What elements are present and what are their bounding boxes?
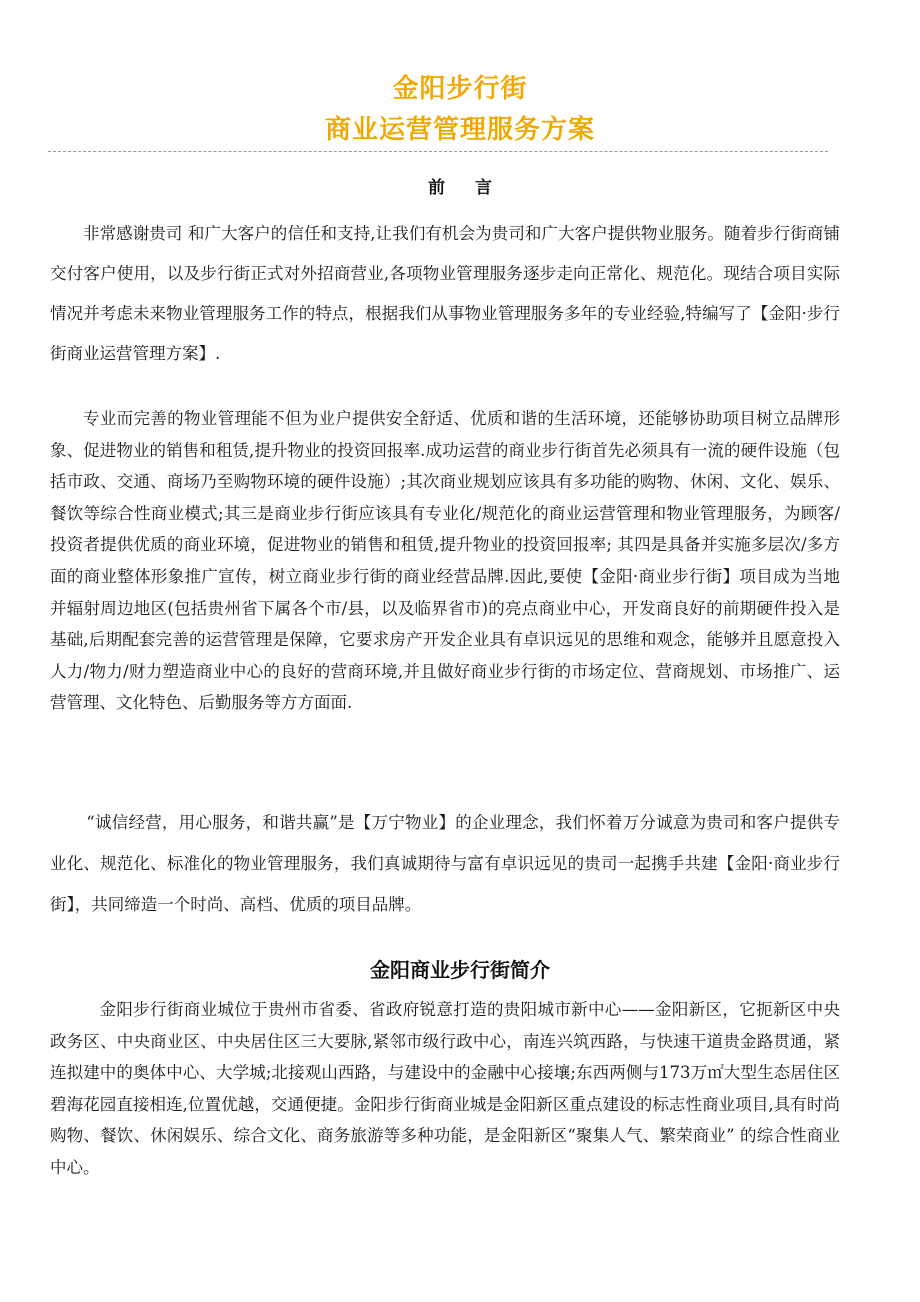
intro-paragraph: 金阳步行街商业城位于贵州市省委、省政府锐意打造的贵阳城市新中心——金阳新区，它扼新区中央政务区、中央商业区、中央居住区三大要脉,紧邻市级行政中心，南连兴筑西路，与快速干道贵金路贯通，紧连拟建中的奥体中心、大学城;北接观山西路，与建设中的金融中心接壤;东西两侧与173万㎡大型生态居住区碧海花园直接相连,位置优越，交通便捷。金阳步行街商业城是金阳新区重点建设的标志性商业项目,具有时尚购物、餐饮、休闲娱乐、综合文化、商务旅游等多种功能，是金阳新区“聚集人气、繁荣商业” 的综合性商业中心。	[50, 1000, 840, 1177]
intro-heading: 金阳商业步行街简介	[370, 958, 550, 982]
title-divider	[48, 151, 828, 152]
document-title-line2: 商业运营管理服务方案	[324, 115, 595, 145]
preface-heading: 前 言	[428, 178, 504, 198]
preface-paragraph-1: 非常感谢贵司 和广大客户的信任和支持,让我们有机会为贵司和广大客户提供物业服务。随着步行街商铺交付客户使用，以及步行街正式对外招商营业,各项物业管理服务逐步走向正常化、规范化。现结合项目实际情况并考虑未来物业管理服务工作的特点，根据我们从事物业管理服务多年的专业经验,特编写了【金阳·步行街商业运营管理方案】.	[50, 224, 840, 363]
document-title-line1: 金阳步行街	[392, 74, 528, 104]
preface-paragraph-2: 专业而完善的物业管理能不但为业户提供安全舒适、优质和谐的生活环境，还能够协助项目树立品牌形象、促进物业的销售和租赁,提升物业的投资回报率.成功运营的商业步行街首先必须具有一流的硬件设施（包括市政、交通、商场乃至购物环境的硬件设施）;其次商业规划应该具有多功能的购物、休闲、文化、娱乐、餐饮等综合性商业模式;其三是商业步行街应该具有专业化/规范化的商业运营管理和物业管理服务，为顾客/投资者提供优质的商业环境，促进物业的销售和租赁,提升物业的投资回报率; 其四是具备并实施多层次/多方面的商业整体形象推广宣传，树立商业步行街的商业经营品牌.因此,要使【金阳·商业步行街】项目成为当地并辐射周边地区(包括贵州省下属各个市/县，以及临界省市)的亮点商业中心，开发商良好的前期硬件投入是基础,后期配套完善的运营管理是保障，它要求房产开发企业具有卓识远见的思维和观念，能够并且愿意投入人力/物力/财力塑造商业中心的良好的营商环境,并且做好商业步行街的市场定位、营商规划、市场推广、运营管理、文化特色、后勤服务等方方面面.	[50, 409, 840, 713]
preface-paragraph-3: “诚信经营，用心服务，和谐共赢”是【万宁物业】的企业理念，我们怀着万分诚意为贵司和客户提供专业化、规范化、标准化的物业管理服务，我们真诚期待与富有卓识远见的贵司一起携手共建【金阳·商业步行街】，共同缔造一个时尚、高档、优质的项目品牌。	[50, 813, 840, 914]
